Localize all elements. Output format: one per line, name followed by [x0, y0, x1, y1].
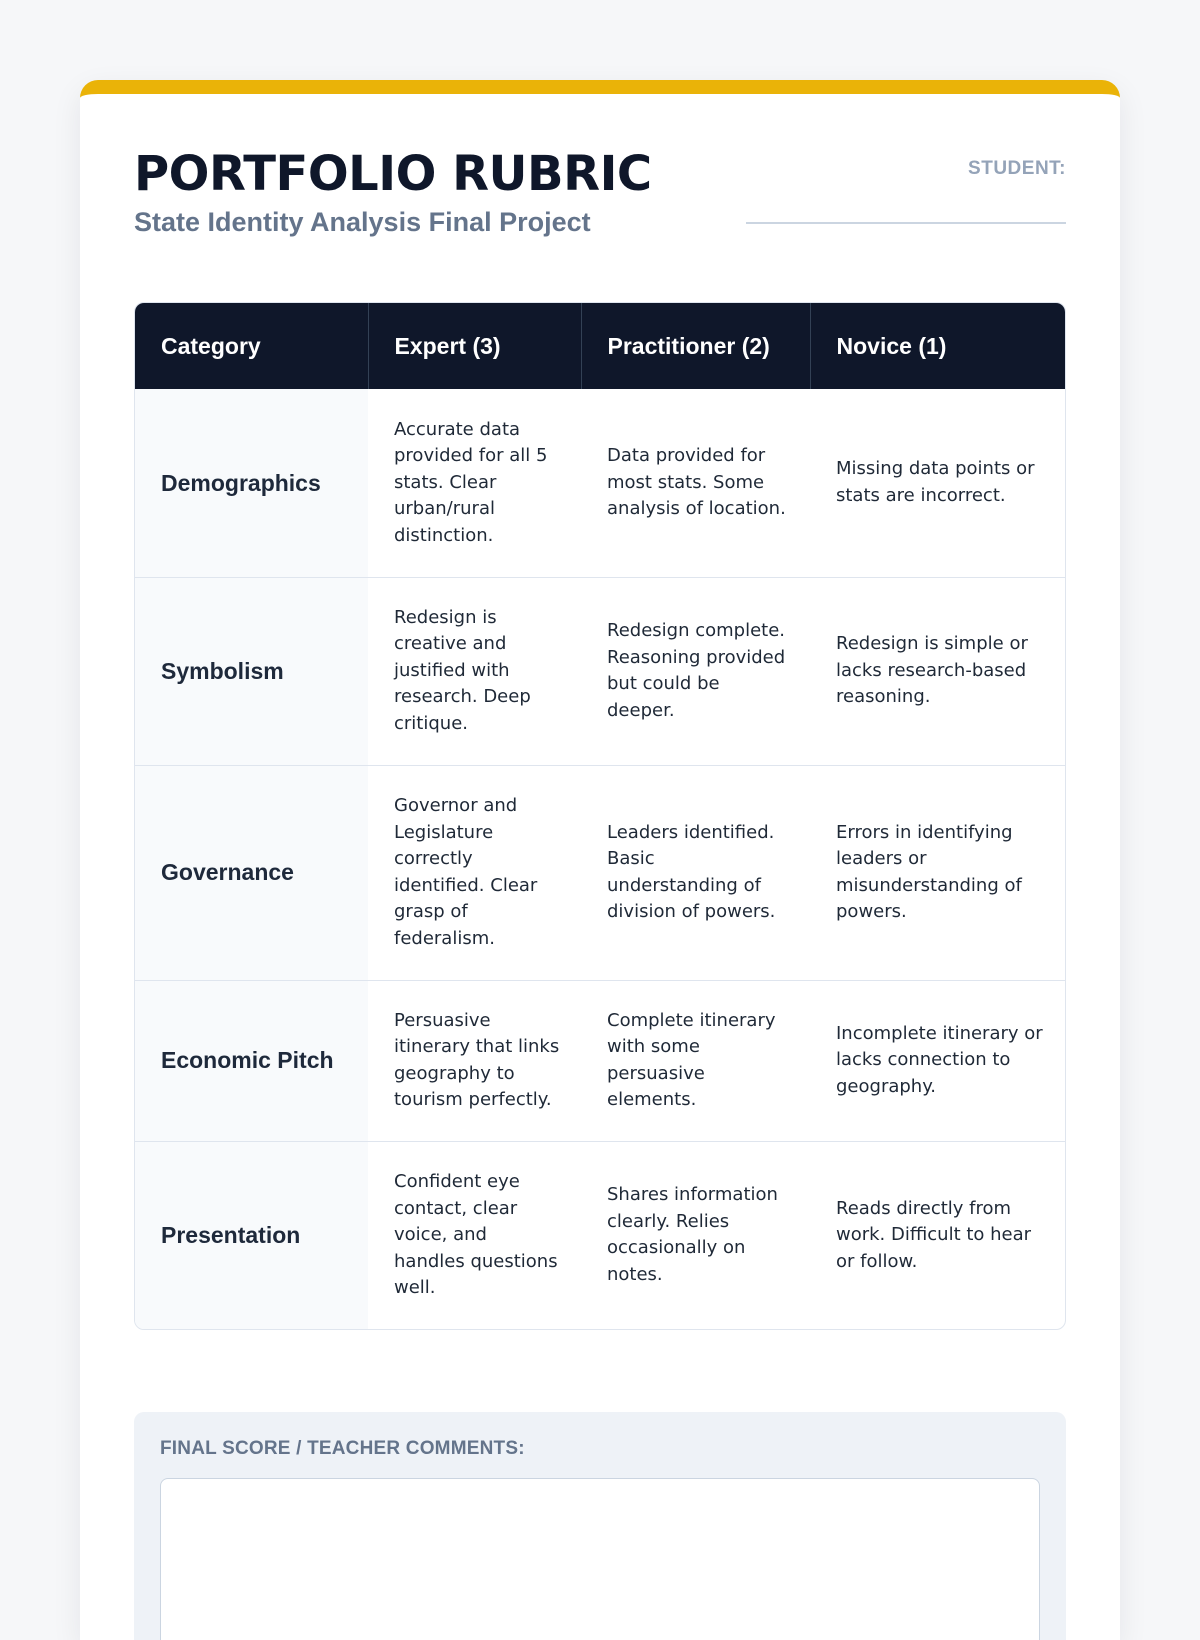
practitioner-cell: Redesign complete. Reasoning provided but could be deeper. [581, 577, 810, 765]
category-cell: Symbolism [135, 577, 368, 765]
novice-cell: Missing data points or stats are incorrect. [836, 458, 1035, 506]
category-cell: Demographics [135, 389, 368, 577]
comments-label: FINAL SCORE / TEACHER COMMENTS: [160, 1438, 525, 1459]
expert-cell: Redesign is creative and justified with research. Deep critique. [368, 577, 581, 765]
expert-cell: Persuasive itinerary that links geography to tourism perfectly. [368, 980, 581, 1141]
page-title: PORTFOLIO RUBRIC [134, 146, 652, 202]
column-header-novice: Novice (1) [810, 303, 1066, 389]
student-label: STUDENT: [968, 158, 1066, 179]
practitioner-cell: Data provided for most stats. Some analysis of location. [607, 445, 786, 519]
practitioner-cell: Complete itinerary with some persuasive elements. [581, 980, 810, 1141]
table-row [135, 980, 1066, 1141]
comments-input[interactable] [160, 1478, 1040, 1640]
rubric-table [135, 303, 1066, 1329]
category-cell: Economic Pitch [135, 980, 368, 1141]
table-row [135, 765, 1066, 980]
table-header-row [135, 303, 1066, 389]
novice-cell: Redesign is simple or lacks research-based reasoning. [810, 577, 1066, 765]
student-name-line[interactable] [746, 222, 1066, 224]
rubric-table-wrapper [134, 302, 1066, 1330]
page-subtitle: State Identity Analysis Final Project [134, 207, 591, 237]
novice-cell: Incomplete itinerary or lacks connection to geography. [810, 980, 1066, 1141]
practitioner-cell: Leaders identified. Basic understanding of division of powers. [581, 765, 810, 980]
novice-cell: Errors in identifying leaders or misunderstanding of powers. [810, 765, 1066, 980]
table-row [135, 1141, 1066, 1329]
expert-cell: Accurate data provided for all 5 stats. Clear urban/rural distinction. [394, 418, 548, 546]
novice-cell: Reads directly from work. Difficult to hear or follow. [810, 1141, 1066, 1329]
table-row [135, 389, 1066, 577]
category-cell: Governance [135, 765, 368, 980]
table-row [135, 577, 1066, 765]
column-header-expert: Expert (3) [368, 303, 581, 389]
expert-cell: Governor and Legislature correctly identified. Clear grasp of federalism. [368, 765, 581, 980]
page-header [134, 144, 1066, 254]
expert-cell: Confident eye contact, clear voice, and handles questions well. [368, 1141, 581, 1329]
column-header-category: Category [135, 303, 368, 389]
category-cell: Presentation [135, 1141, 368, 1329]
rubric-sheet [80, 80, 1120, 1640]
practitioner-cell: Shares information clearly. Relies occasionally on notes. [581, 1141, 810, 1329]
column-header-practitioner: Practitioner (2) [581, 303, 810, 389]
comments-section [134, 1412, 1066, 1640]
